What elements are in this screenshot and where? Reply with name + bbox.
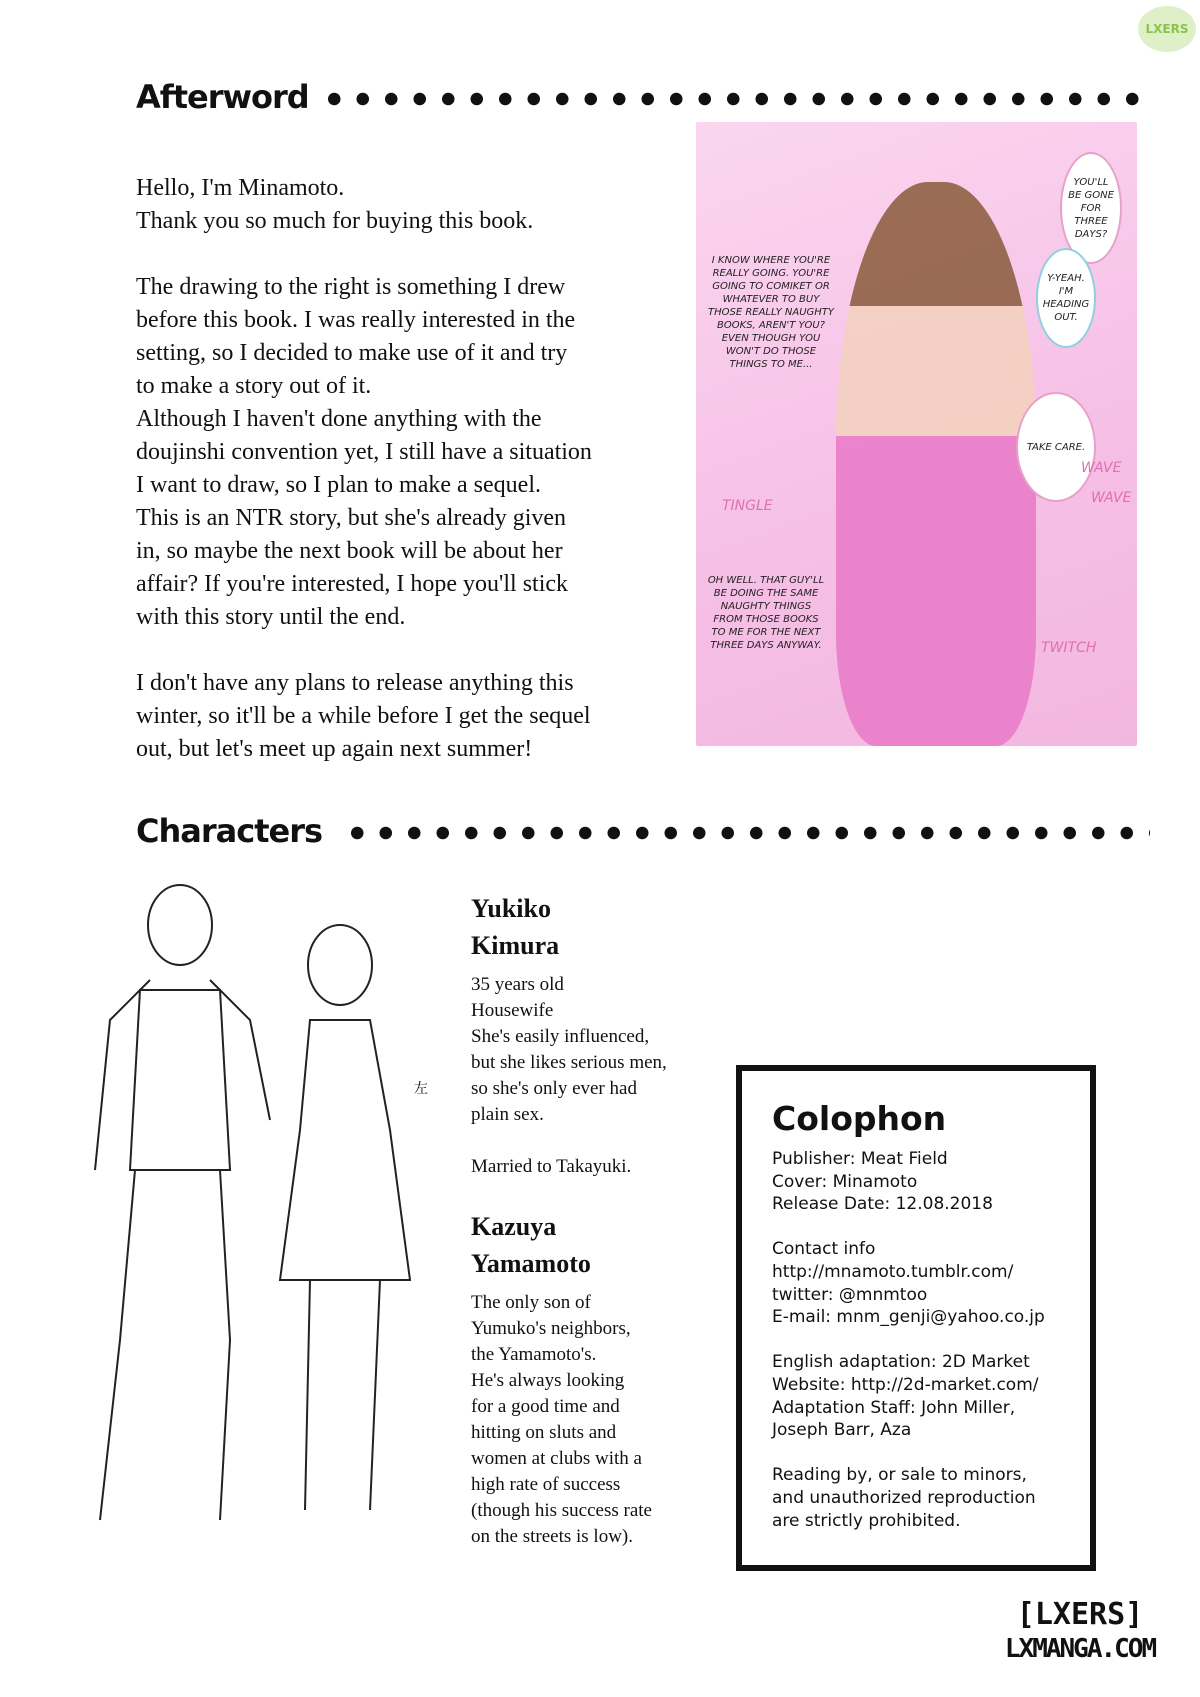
heading-dots [343, 826, 1150, 840]
afterword-text [136, 172, 696, 799]
speech-bubble: Y-YEAH. I'M HEADING OUT. [1036, 248, 1096, 348]
colophon-line: Cover: Minamoto [772, 1171, 918, 1192]
sfx-text: WAVE [1081, 460, 1122, 476]
sfx-text: TINGLE [722, 498, 773, 514]
colophon-line: twitter: @mnmtoo [772, 1284, 928, 1305]
character-yukiko [471, 890, 701, 1180]
colophon-box [736, 1065, 1096, 1571]
top-logo: LXERS [1138, 6, 1196, 52]
colophon-line: are strictly prohibited. [772, 1510, 961, 1531]
character-sketch-lines [70, 870, 443, 1546]
watermark [985, 1598, 1175, 1666]
colophon-line [772, 1329, 1090, 1352]
colophon-line: Contact info [772, 1239, 876, 1260]
sfx-text: TWITCH [1041, 640, 1097, 656]
colophon-line: Adaptation Staff: John Miller, [772, 1397, 1016, 1418]
colophon-line [772, 1442, 1090, 1465]
speech-bubble: TAKE CARE. [1016, 392, 1096, 502]
character-name: Kazuya [471, 1212, 557, 1241]
speech-bubble: OH WELL. THAT GUY'LL BE DOING THE SAME NAUGHTY THINGS FROM THOSE BOOKS TO ME FOR THE NEXT THREE DAYS ANYWAY. [707, 575, 825, 651]
character-bio: The only son of Yumuko's neighbors, the Yamamoto's. He's always looking for a good time and hitting on sluts and women at clubs with a high rate of success (though his success rate on the streets is low). [471, 1292, 652, 1547]
colophon-line: Reading by, or sale to minors, [772, 1465, 1027, 1486]
character-kazuya [471, 1208, 701, 1550]
speech-bubble: YOU'LL BE GONE FOR THREE DAYS? [1060, 152, 1122, 264]
colophon-line: Publisher: Meat Field [772, 1149, 948, 1169]
colophon-line [772, 1216, 1090, 1239]
colophon-line: Website: http://2d-market.com/ [772, 1374, 1039, 1395]
colophon-line: E-mail: mnm_genji@yahoo.co.jp [772, 1307, 1045, 1328]
sketch-note: 左 [414, 1081, 428, 1097]
characters-heading: Characters [136, 812, 323, 850]
colophon-line: Release Date: 12.08.2018 [772, 1194, 993, 1215]
sfx-text: WAVE [1091, 490, 1132, 506]
heading-dots [320, 92, 1150, 106]
character-name: Yamamoto [471, 1249, 591, 1278]
character-sketch [70, 870, 443, 1546]
colophon-line: and unauthorized reproduction [772, 1487, 1036, 1508]
afterword-paragraph: I don't have any plans to release anything this winter, so it'll be a while before I get the sequel out, but let's meet up again next summer! [136, 670, 591, 762]
colophon-lines [772, 1148, 1090, 1532]
character-figure [836, 182, 1036, 746]
watermark-line: LXMANGA.COM [1004, 1634, 1156, 1664]
colophon-line: English adaptation: 2D Market [772, 1352, 1030, 1373]
afterword-illustration [696, 122, 1137, 746]
afterword-paragraph: Hello, I'm Minamoto. Thank you so much for buying this book. [136, 175, 534, 234]
character-name: Yukiko [471, 894, 551, 923]
character-bio: 35 years old Housewife She's easily influenced, but she likes serious men, so she's only ever had plain sex. Married to Takayuki. [471, 974, 667, 1177]
afterword-heading: Afterword [136, 78, 309, 116]
character-name: Kimura [471, 931, 560, 960]
speech-bubble: I KNOW WHERE YOU'RE REALLY GOING. YOU'RE GOING TO COMIKET OR WHATEVER TO BUY THOSE REALLY NAUGHTY BOOKS, AREN'T YOU? EVEN THOUGH YOU WON'T DO THOSE THINGS TO ME... [707, 255, 835, 370]
watermark-line: [LXERS] [1016, 1597, 1144, 1632]
colophon-line: http://mnamoto.tumblr.com/ [772, 1261, 1014, 1282]
colophon-line: Joseph Barr, Aza [772, 1420, 912, 1441]
afterword-paragraph: The drawing to the right is something I drew before this book. I was really interested in the setting, so I decided to make use of it and try to make a story out of it. Although I haven't done anything with the doujinshi convention yet, I still have a situation I want to draw, so I plan to make a sequel. This is an NTR story, but she's already given in, so maybe the next book will be about her affair? If you're interested, I hope you'll stick with this story until the end. [136, 274, 592, 630]
colophon-title: Colophon [772, 1099, 947, 1138]
